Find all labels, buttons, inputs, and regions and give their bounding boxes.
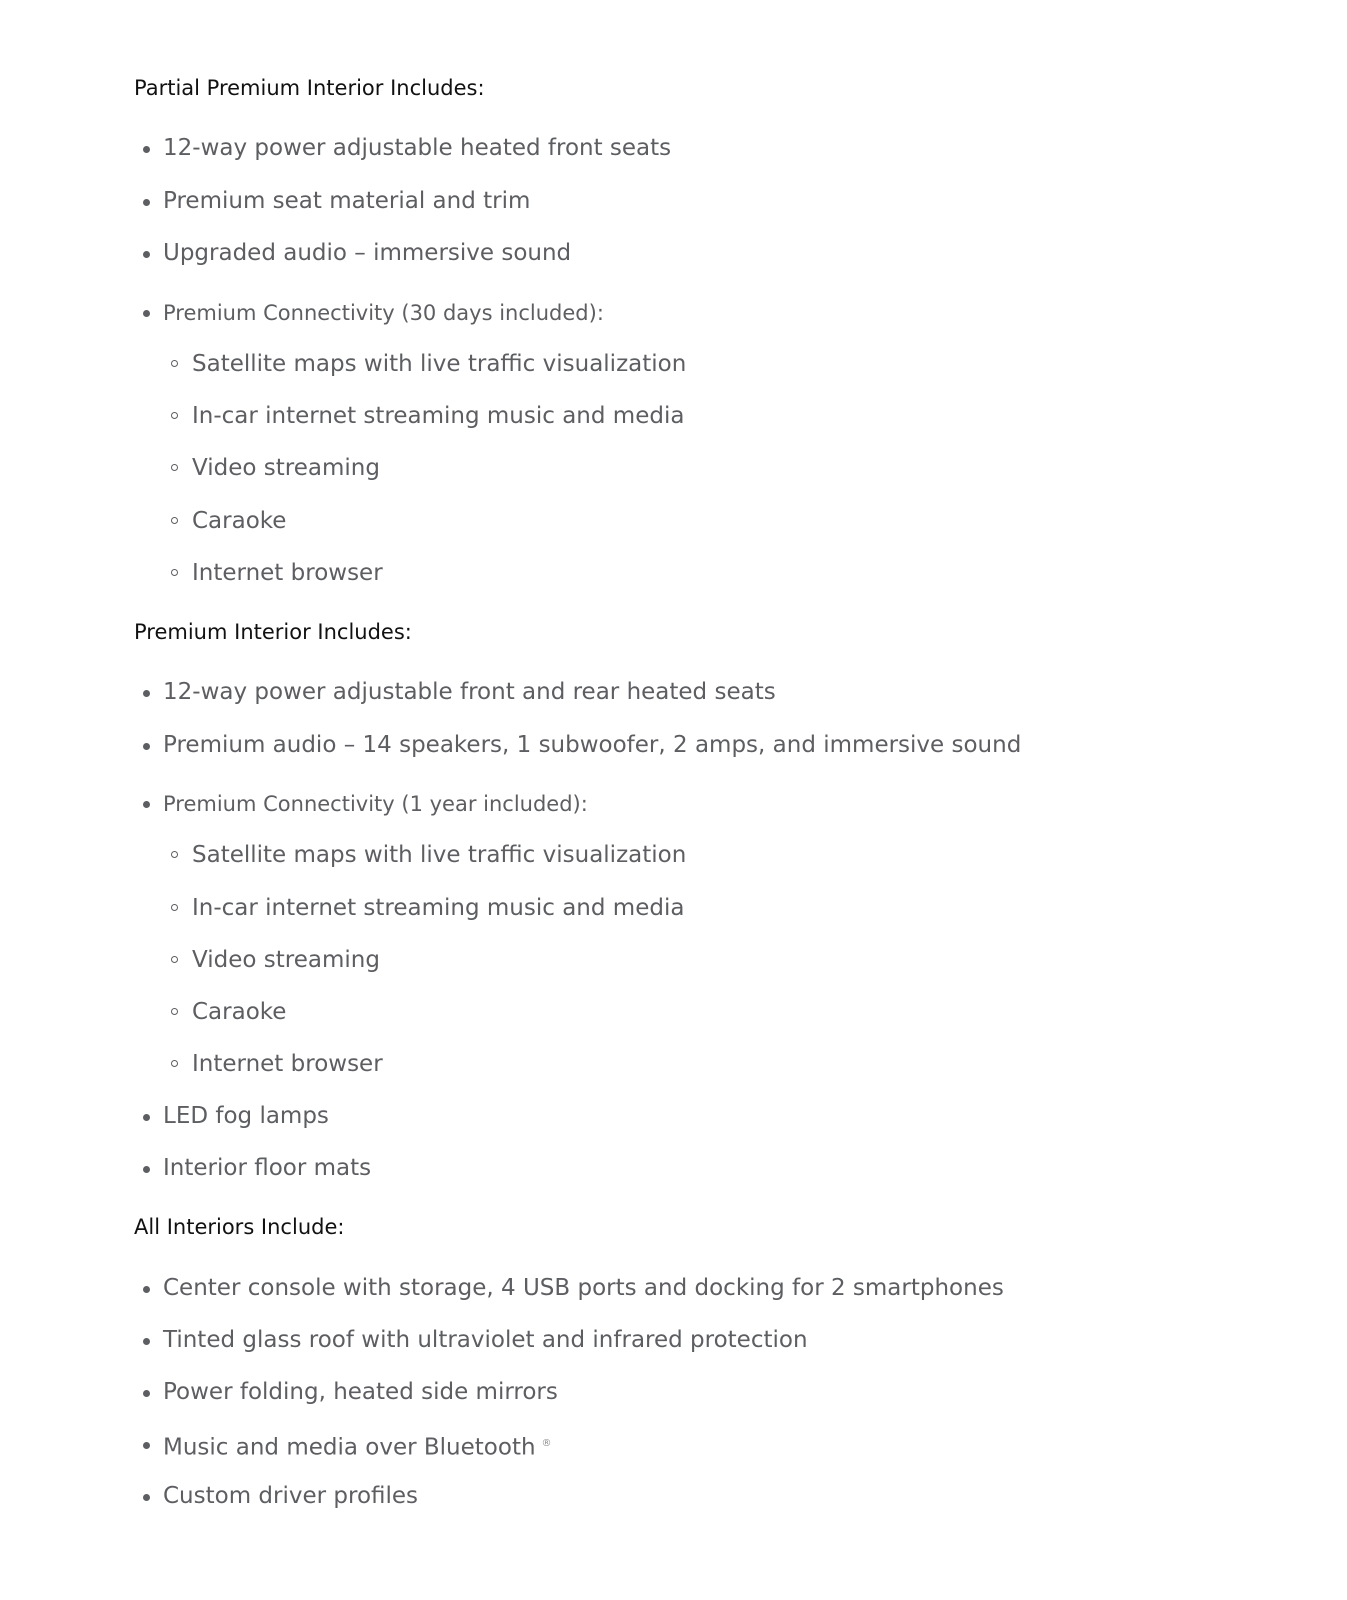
sub-list-item: In-car internet streaming music and media — [192, 895, 685, 921]
list-item-bluetooth — [163, 1429, 552, 1463]
list-item: 12-way power adjustable heated front seats — [163, 135, 672, 161]
list-item: Center console with storage, 4 USB ports and docking for 2 smartphones — [163, 1275, 1004, 1301]
sub-list-item: Internet browser — [192, 1051, 383, 1077]
connectivity-label: Premium Connectivity (30 days included): — [163, 298, 604, 328]
list-item: Custom driver profiles — [163, 1483, 419, 1509]
section-heading-all-interiors: All Interiors Include: — [134, 1215, 345, 1239]
list-item: Tinted glass roof with ultraviolet and infrared protection — [163, 1327, 808, 1353]
sub-list-item: In-car internet streaming music and media — [192, 403, 685, 429]
list-item: 12-way power adjustable front and rear heated seats — [163, 679, 776, 705]
sub-list-item: Satellite maps with live traffic visualization — [192, 351, 687, 377]
list-item: Premium seat material and trim — [163, 188, 531, 214]
list-item: Premium audio – 14 speakers, 1 subwoofer, 2 amps, and immersive sound — [163, 732, 1022, 758]
sub-list-item: Satellite maps with live traffic visualization — [192, 842, 687, 868]
sub-list-item: Video streaming — [192, 947, 380, 973]
list-item: Upgraded audio – immersive sound — [163, 240, 572, 266]
registered-mark: ® — [541, 1438, 552, 1449]
list-item: Interior floor mats — [163, 1155, 372, 1181]
sub-list-item: Video streaming — [192, 455, 380, 481]
section-heading-premium: Premium Interior Includes: — [134, 620, 412, 644]
list-item-text: Music and media over Bluetooth — [163, 1434, 536, 1461]
list-item: Power folding, heated side mirrors — [163, 1379, 558, 1405]
sub-list-item: Internet browser — [192, 560, 383, 586]
list-item: LED fog lamps — [163, 1103, 329, 1129]
connectivity-label: Premium Connectivity (1 year included): — [163, 789, 588, 819]
section-heading-partial-premium: Partial Premium Interior Includes: — [134, 76, 485, 100]
sub-list-item: Caraoke — [192, 999, 287, 1025]
sub-list-item: Caraoke — [192, 508, 287, 534]
